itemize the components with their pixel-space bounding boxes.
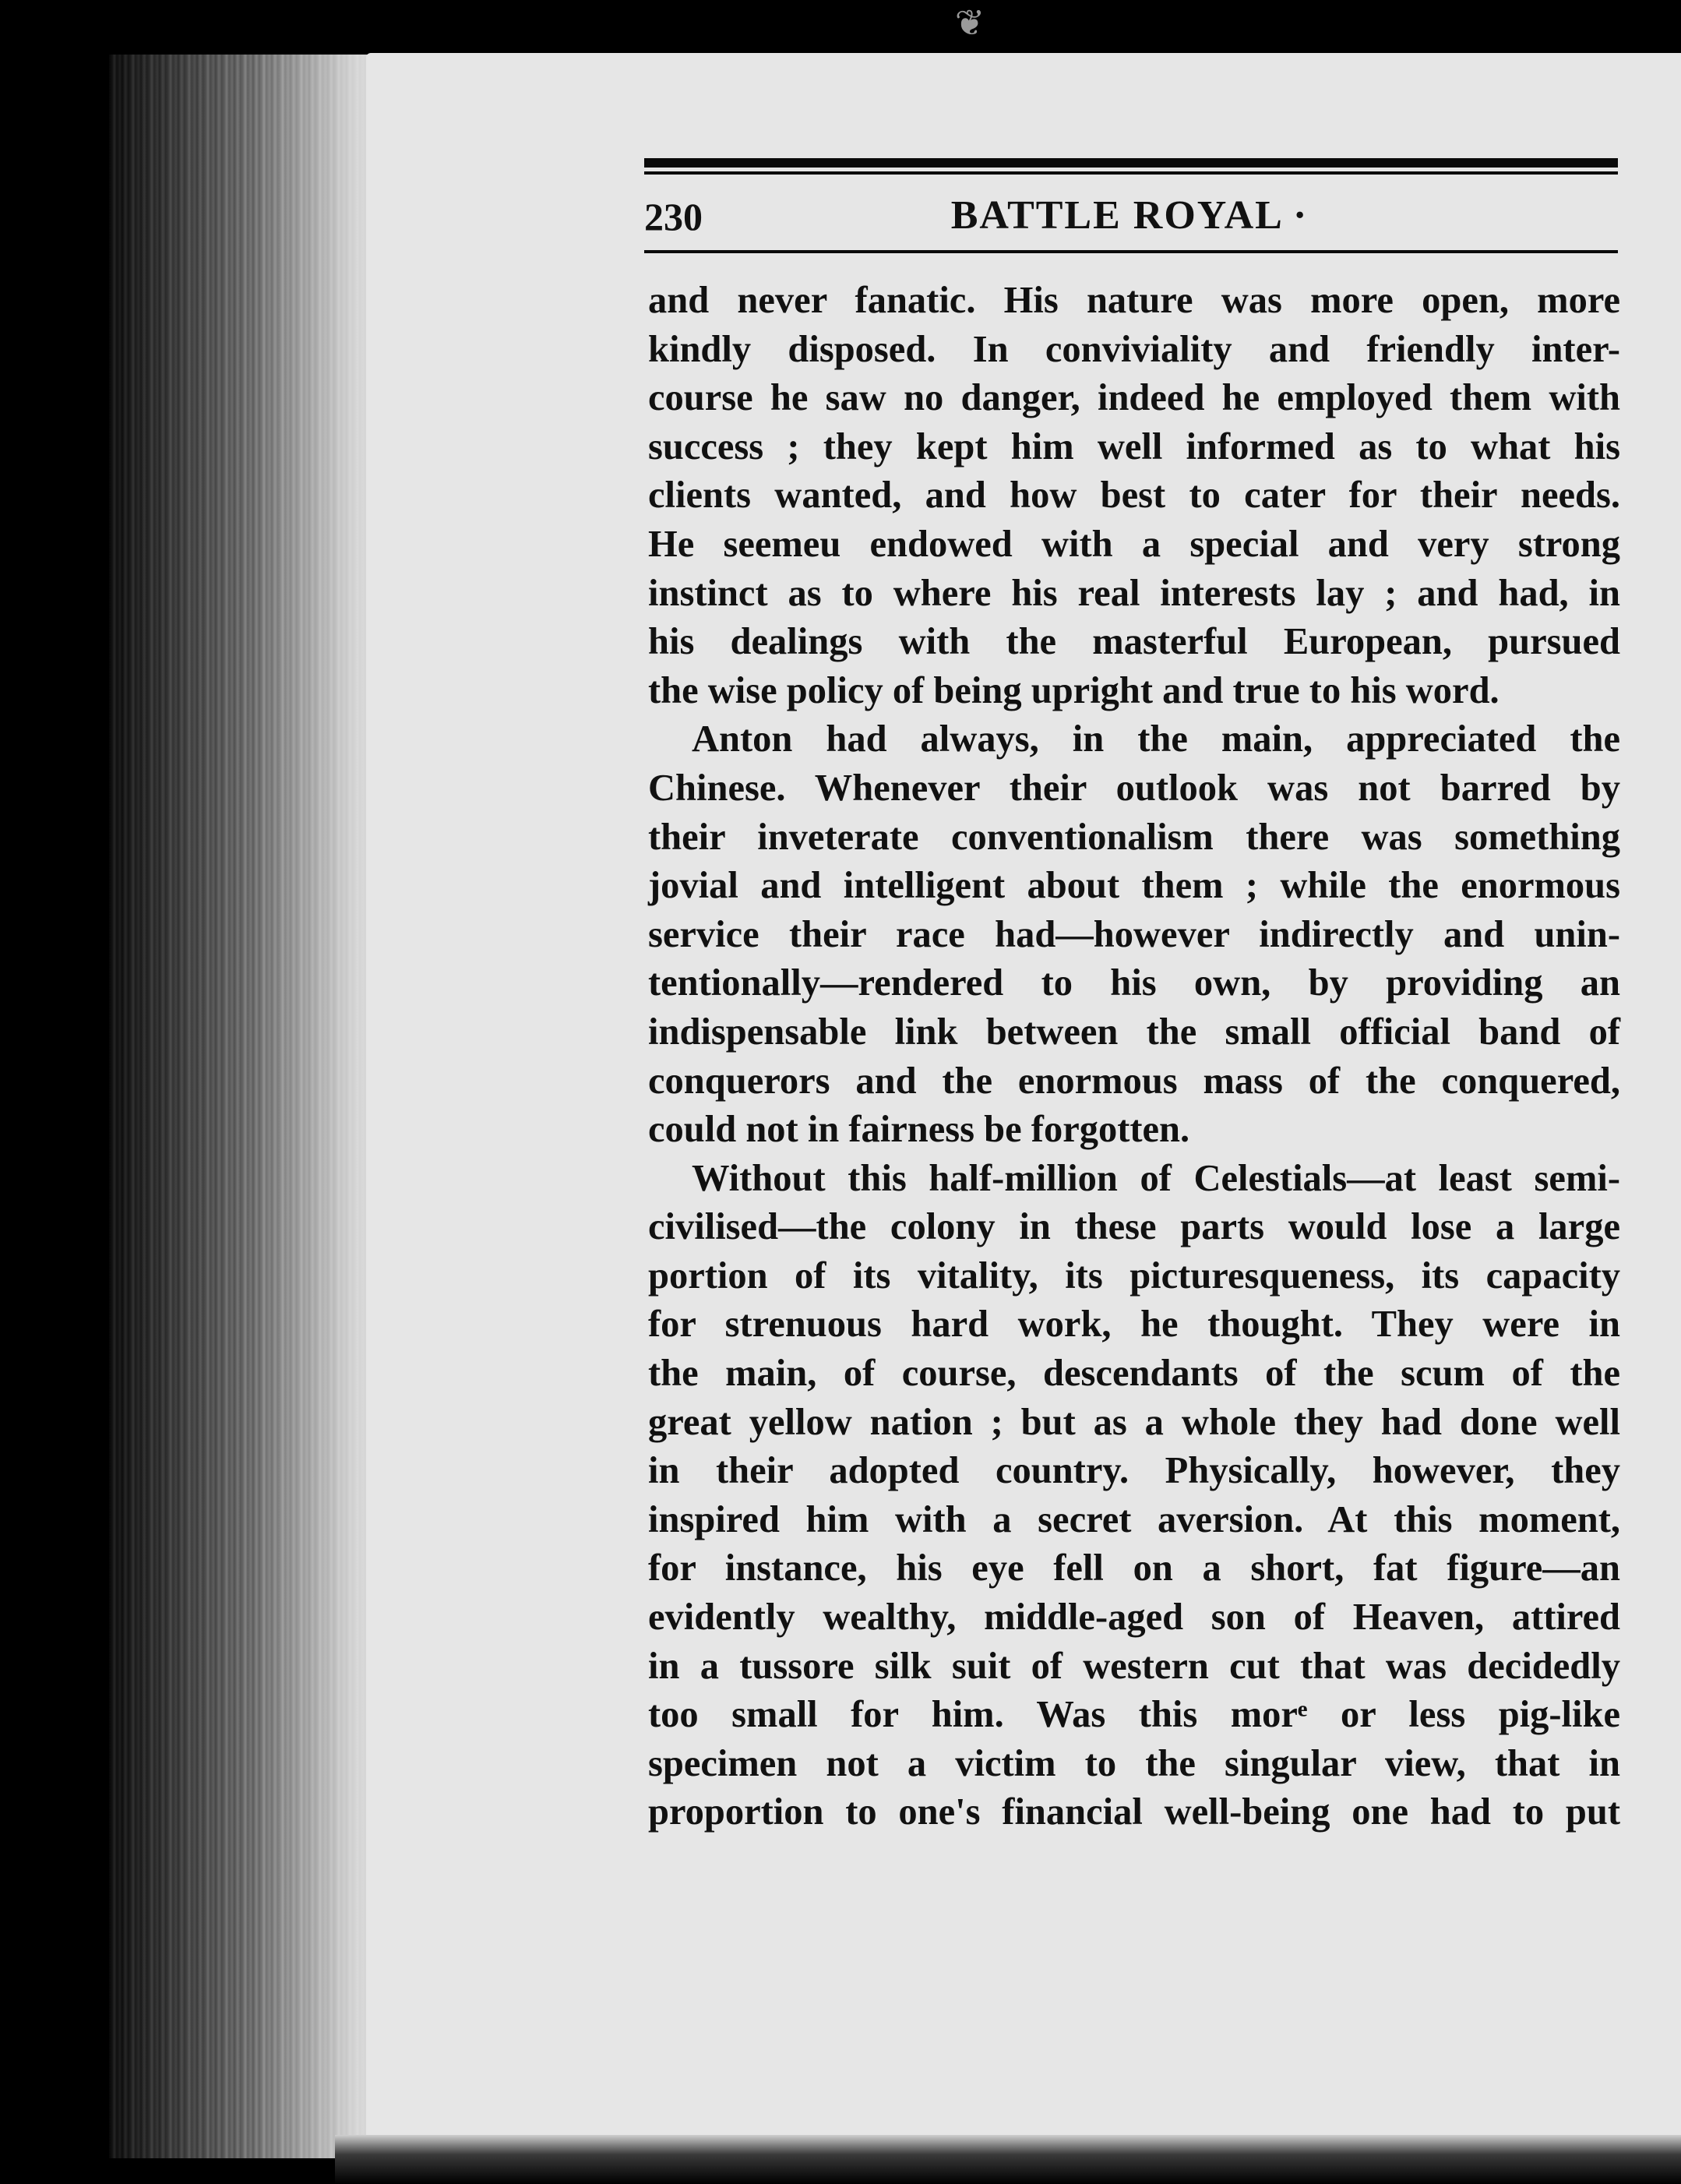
text-line: instinct as to where his real interests lay ; and had, in <box>648 572 1620 614</box>
text-line: civilised—the colony in these parts would lose a large <box>648 1206 1620 1248</box>
text-line: proportion to one's financial well-being one had to put <box>648 1791 1620 1833</box>
text-line: the main, of course, descendants of the scum of the <box>648 1353 1620 1395</box>
text-line: could not in fairness be forgotten. <box>648 1109 1190 1151</box>
header-rule-thin <box>644 171 1618 175</box>
text-line: for instance, his eye fell on a short, fat figure—an <box>648 1547 1620 1589</box>
page-bottom-edge <box>335 2135 1681 2184</box>
text-line: clients wanted, and how best to cater for their needs. <box>648 475 1620 517</box>
body-text <box>648 277 1620 1837</box>
running-title: BATTLE ROYAL · <box>950 193 1309 238</box>
paragraph-first-line: Anton had always, in the main, appreciated the <box>692 718 1620 760</box>
page-edges <box>109 55 374 2158</box>
page-number: 230 <box>644 195 703 238</box>
text-line: tentionally—rendered to his own, by providing an <box>648 962 1620 1004</box>
text-line: evidently wealthy, middle-aged son of Heaven, attired <box>648 1597 1620 1639</box>
text-line: portion of its vitality, its picturesqueness, its capacity <box>648 1254 1620 1297</box>
text-line: the wise policy of being upright and true to his word. <box>648 669 1500 711</box>
text-line: too small for him. Was this morᵉ or less pig-like <box>648 1694 1620 1736</box>
text-line: their inveterate conventionalism there was something <box>648 816 1620 858</box>
text-line: inspired him with a secret aversion. At this moment, <box>648 1498 1620 1540</box>
header-rule-thick <box>644 158 1618 168</box>
text-line: in a tussore silk suit of western cut that was decidedly <box>648 1645 1620 1687</box>
text-line: service their race had—however indirectly and unin- <box>648 913 1620 955</box>
text-line: jovial and intelligent about them ; while the enormous <box>648 865 1620 907</box>
text-line: his dealings with the masterful European, pursued <box>648 621 1620 663</box>
text-line: great yellow nation ; but as a whole they had done well <box>648 1401 1620 1443</box>
text-line: success ; they kept him well informed as to what his <box>648 425 1620 467</box>
header-rule-bottom <box>644 250 1618 253</box>
text-line: indispensable link between the small official band of <box>648 1011 1620 1053</box>
text-line: specimen not a victim to the singular view, that in <box>648 1742 1620 1784</box>
text-line: course he saw no danger, indeed he employed them with <box>648 377 1620 419</box>
text-line: Chinese. Whenever their outlook was not barred by <box>648 767 1620 809</box>
text-line: conquerors and the enormous mass of the conquered, <box>648 1060 1620 1102</box>
text-line: kindly disposed. In conviviality and friendly inter- <box>648 328 1620 370</box>
ornament-icon: ❦ <box>954 3 985 43</box>
text-line: for strenuous hard work, he thought. They were in <box>648 1304 1620 1346</box>
text-line: in their adopted country. Physically, however, they <box>648 1450 1620 1492</box>
paragraph-first-line: Without this half-million of Celestials—at least semi- <box>692 1157 1620 1199</box>
text-line: He seemeu endowed with a special and very strong <box>648 523 1620 565</box>
text-line: and never fanatic. His nature was more open, more <box>648 280 1620 321</box>
